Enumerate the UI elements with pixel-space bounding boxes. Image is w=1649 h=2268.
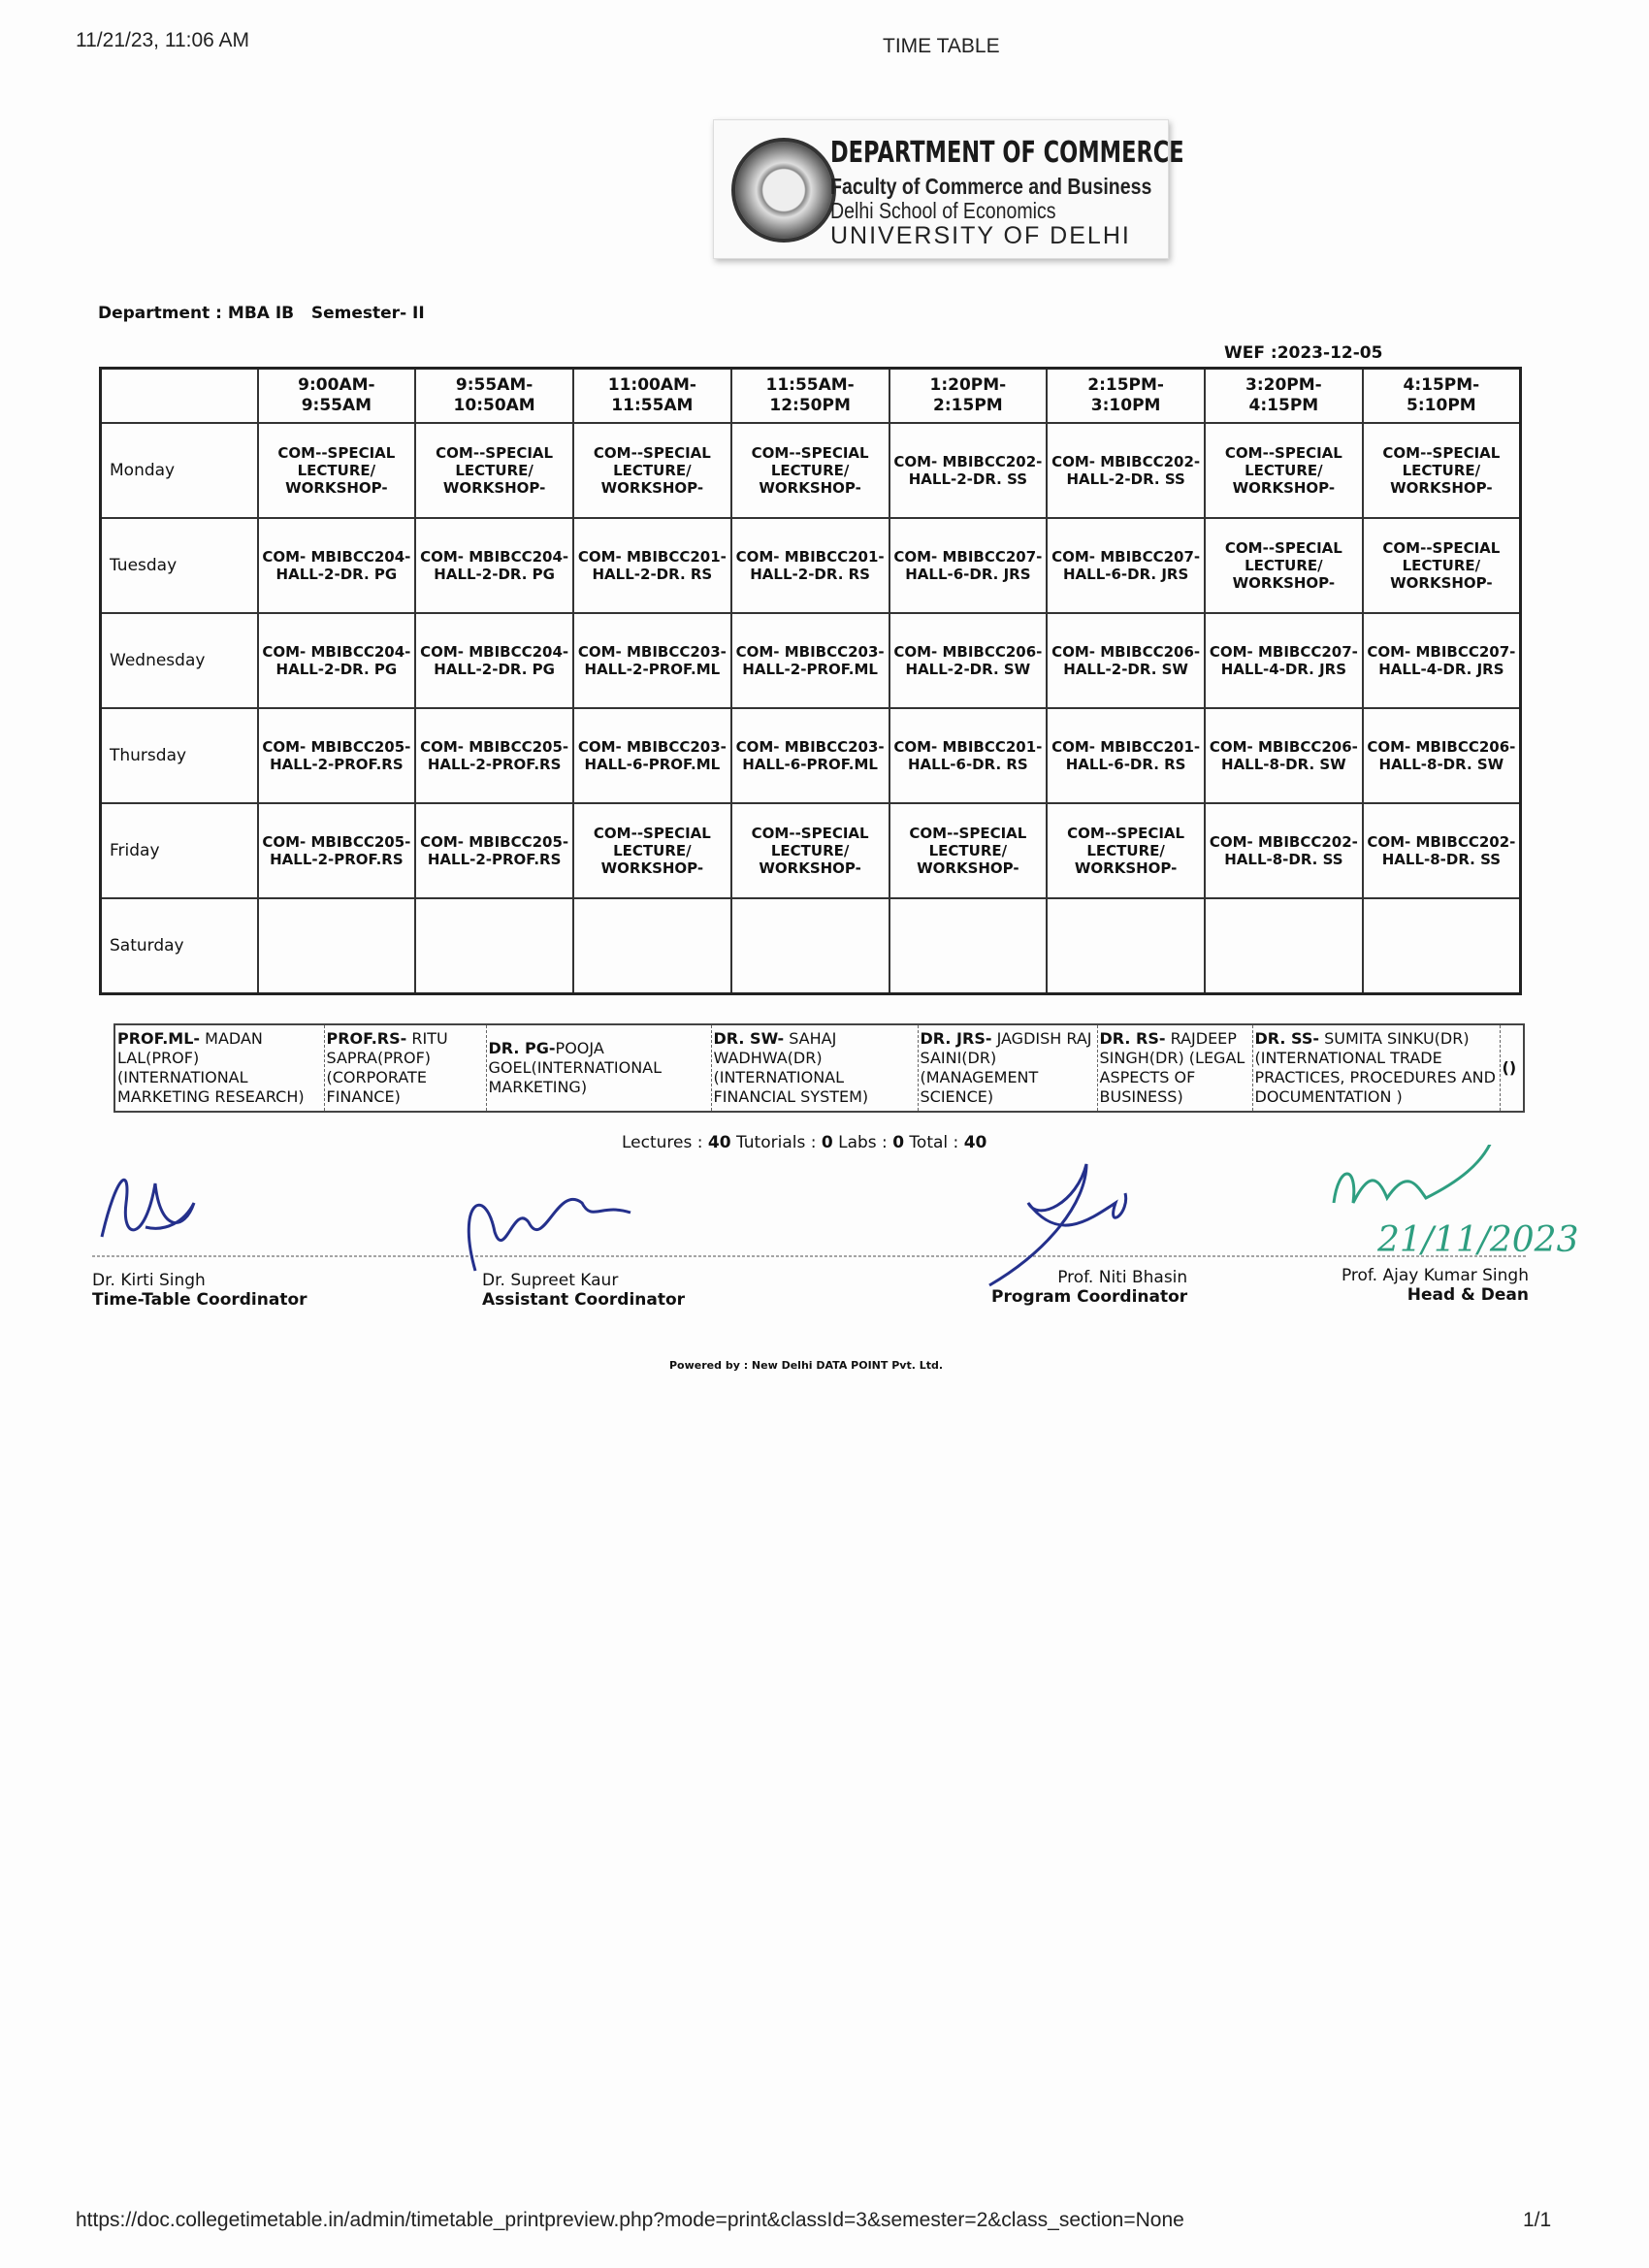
class-cell: COM- MBIBCC202- HALL-8-DR. SS [1363, 803, 1521, 898]
class-cell: COM--SPECIAL LECTURE/ WORKSHOP- [415, 423, 573, 518]
slot-header: 9:55AM- 10:50AM [415, 369, 573, 424]
faculty-legend-item: () [1500, 1024, 1524, 1112]
class-cell: COM- MBIBCC204- HALL-2-DR. PG [415, 613, 573, 708]
class-cell: COM- MBIBCC206- HALL-8-DR. SW [1363, 708, 1521, 803]
class-cell: COM- MBIBCC206- HALL-8-DR. SW [1205, 708, 1363, 803]
slot-header: 11:55AM- 12:50PM [731, 369, 889, 424]
day-label: Friday [101, 803, 258, 898]
class-cell: COM- MBIBCC201- HALL-2-DR. RS [573, 518, 731, 613]
class-cell: COM- MBIBCC207- HALL-4-DR. JRS [1363, 613, 1521, 708]
class-cell: COM- MBIBCC204- HALL-2-DR. PG [415, 518, 573, 613]
class-cell [415, 898, 573, 994]
faculty-legend [113, 1023, 1525, 1113]
class-cell: COM- MBIBCC207- HALL-4-DR. JRS [1205, 613, 1363, 708]
slot-header: 3:20PM- 4:15PM [1205, 369, 1363, 424]
class-cell: COM- MBIBCC201- HALL-2-DR. RS [731, 518, 889, 613]
class-cell: COM- MBIBCC205- HALL-2-PROF.RS [258, 708, 416, 803]
class-cell: COM--SPECIAL LECTURE/ WORKSHOP- [1047, 803, 1205, 898]
slot-header: 4:15PM- 5:10PM [1363, 369, 1521, 424]
class-cell: COM- MBIBCC203- HALL-6-PROF.ML [573, 708, 731, 803]
faculty-legend-item: DR. SW- SAHAJ WADHWA(DR) (INTERNATIONAL FINANCIAL SYSTEM) [711, 1024, 918, 1112]
class-cell [1047, 898, 1205, 994]
class-cell: COM--SPECIAL LECTURE/ WORKSHOP- [258, 423, 416, 518]
class-cell [731, 898, 889, 994]
class-cell [1363, 898, 1521, 994]
class-cell: COM- MBIBCC205- HALL-2-PROF.RS [415, 708, 573, 803]
class-cell: COM- MBIBCC206- HALL-2-DR. SW [1047, 613, 1205, 708]
class-cell: COM- MBIBCC202- HALL-8-DR. SS [1205, 803, 1363, 898]
class-cell: COM- MBIBCC201- HALL-6-DR. RS [1047, 708, 1205, 803]
signatory-3: Prof. Niti Bhasin Program Coordinator [991, 1268, 1188, 1307]
faculty-legend-item: DR. SS- SUMITA SINKU(DR) (INTERNATIONAL TRADE PRACTICES, PROCEDURES AND DOCUMENTATION ) [1252, 1024, 1500, 1112]
class-cell: COM--SPECIAL LECTURE/ WORKSHOP- [573, 423, 731, 518]
logo-line-2: Faculty of Commerce and Business [830, 174, 1152, 199]
print-title: TIME TABLE [883, 35, 1000, 57]
faculty-legend-item: DR. PG-POOJA GOEL(INTERNATIONAL MARKETING) [486, 1024, 711, 1112]
class-cell: COM- MBIBCC204- HALL-2-DR. PG [258, 613, 416, 708]
signature-ajay-kumar-singh [1334, 1145, 1494, 1203]
signatory-4: Prof. Ajay Kumar Singh Head & Dean [1341, 1266, 1529, 1305]
day-label: Wednesday [101, 613, 258, 708]
table-row [101, 518, 1521, 613]
class-cell [889, 898, 1048, 994]
table-row [101, 898, 1521, 994]
class-cell: COM- MBIBCC207- HALL-6-DR. JRS [1047, 518, 1205, 613]
class-cell [1205, 898, 1363, 994]
university-seal-icon [731, 138, 836, 243]
logo-line-4: UNIVERSITY OF DELHI [830, 222, 1131, 249]
logo-line-3: Delhi School of Economics [830, 198, 1056, 223]
class-cell: COM--SPECIAL LECTURE/ WORKSHOP- [731, 423, 889, 518]
class-cell [258, 898, 416, 994]
class-cell: COM- MBIBCC203- HALL-2-PROF.ML [573, 613, 731, 708]
class-cell: COM- MBIBCC203- HALL-2-PROF.ML [731, 613, 889, 708]
class-cell: COM--SPECIAL LECTURE/ WORKSHOP- [573, 803, 731, 898]
slot-header: 2:15PM- 3:10PM [1047, 369, 1205, 424]
signature-supreet-kaur [469, 1199, 630, 1271]
class-cell: COM--SPECIAL LECTURE/ WORKSHOP- [889, 803, 1048, 898]
print-datetime: 11/21/23, 11:06 AM [76, 29, 250, 51]
class-cell: COM- MBIBCC205- HALL-2-PROF.RS [258, 803, 416, 898]
footer-url[interactable]: https://doc.collegetimetable.in/admin/timetable_printpreview.php?mode=print&classId=3&semester=2&class_section=None [76, 2209, 1184, 2231]
signature-kirti-singh [102, 1180, 194, 1237]
class-cell: COM--SPECIAL LECTURE/ WORKSHOP- [1363, 423, 1521, 518]
class-cell: COM--SPECIAL LECTURE/ WORKSHOP- [1363, 518, 1521, 613]
faculty-legend-item: PROF.RS- RITU SAPRA(PROF) (CORPORATE FINANCE) [324, 1024, 486, 1112]
handwritten-date: 21/11/2023 [1377, 1220, 1579, 1260]
table-row [101, 708, 1521, 803]
class-cell: COM- MBIBCC207- HALL-6-DR. JRS [889, 518, 1048, 613]
class-cell: COM- MBIBCC204- HALL-2-DR. PG [258, 518, 416, 613]
day-label: Monday [101, 423, 258, 518]
signatures [0, 1145, 1649, 1339]
wef-date: WEF :2023-12-05 [1224, 343, 1383, 363]
table-row [101, 803, 1521, 898]
signatory-2: Dr. Supreet Kaur Assistant Coordinator [482, 1271, 686, 1310]
logo-line-1: DEPARTMENT OF COMMERCE [830, 136, 1184, 170]
slot-header: 9:00AM- 9:55AM [258, 369, 416, 424]
corner-cell [101, 369, 258, 424]
signatory-1: Dr. Kirti Singh Time-Table Coordinator [92, 1271, 307, 1310]
table-row [101, 613, 1521, 708]
department-semester: Department : MBA IB Semester- II [98, 304, 425, 323]
class-cell: COM- MBIBCC202- HALL-2-DR. SS [1047, 423, 1205, 518]
table-row [101, 423, 1521, 518]
department-logo [713, 119, 1184, 259]
faculty-legend-item: DR. RS- RAJDEEP SINGH(DR) (LEGAL ASPECTS OF BUSINESS) [1097, 1024, 1252, 1112]
powered-by: Powered by : New Delhi DATA POINT Pvt. Ltd. [669, 1359, 944, 1372]
class-cell: COM- MBIBCC202- HALL-2-DR. SS [889, 423, 1048, 518]
slot-header: 1:20PM- 2:15PM [889, 369, 1048, 424]
page-number: 1/1 [1523, 2209, 1552, 2231]
day-label: Tuesday [101, 518, 258, 613]
class-cell: COM--SPECIAL LECTURE/ WORKSHOP- [1205, 518, 1363, 613]
faculty-legend-item: PROF.ML- MADAN LAL(PROF) (INTERNATIONAL MARKETING RESEARCH) [114, 1024, 324, 1112]
day-label: Saturday [101, 898, 258, 994]
class-cell: COM- MBIBCC205- HALL-2-PROF.RS [415, 803, 573, 898]
class-cell: COM- MBIBCC201- HALL-6-DR. RS [889, 708, 1048, 803]
timetable-grid [99, 367, 1522, 995]
lecture-summary: Lectures : 40 Tutorials : 0 Labs : 0 Total : 40 [622, 1133, 987, 1152]
class-cell: COM--SPECIAL LECTURE/ WORKSHOP- [1205, 423, 1363, 518]
class-cell: COM- MBIBCC203- HALL-6-PROF.ML [731, 708, 889, 803]
class-cell: COM--SPECIAL LECTURE/ WORKSHOP- [731, 803, 889, 898]
class-cell: COM- MBIBCC206- HALL-2-DR. SW [889, 613, 1048, 708]
day-label: Thursday [101, 708, 258, 803]
class-cell [573, 898, 731, 994]
slot-header: 11:00AM- 11:55AM [573, 369, 731, 424]
faculty-legend-item: DR. JRS- JAGDISH RAJ SAINI(DR) (MANAGEMENT SCIENCE) [918, 1024, 1097, 1112]
